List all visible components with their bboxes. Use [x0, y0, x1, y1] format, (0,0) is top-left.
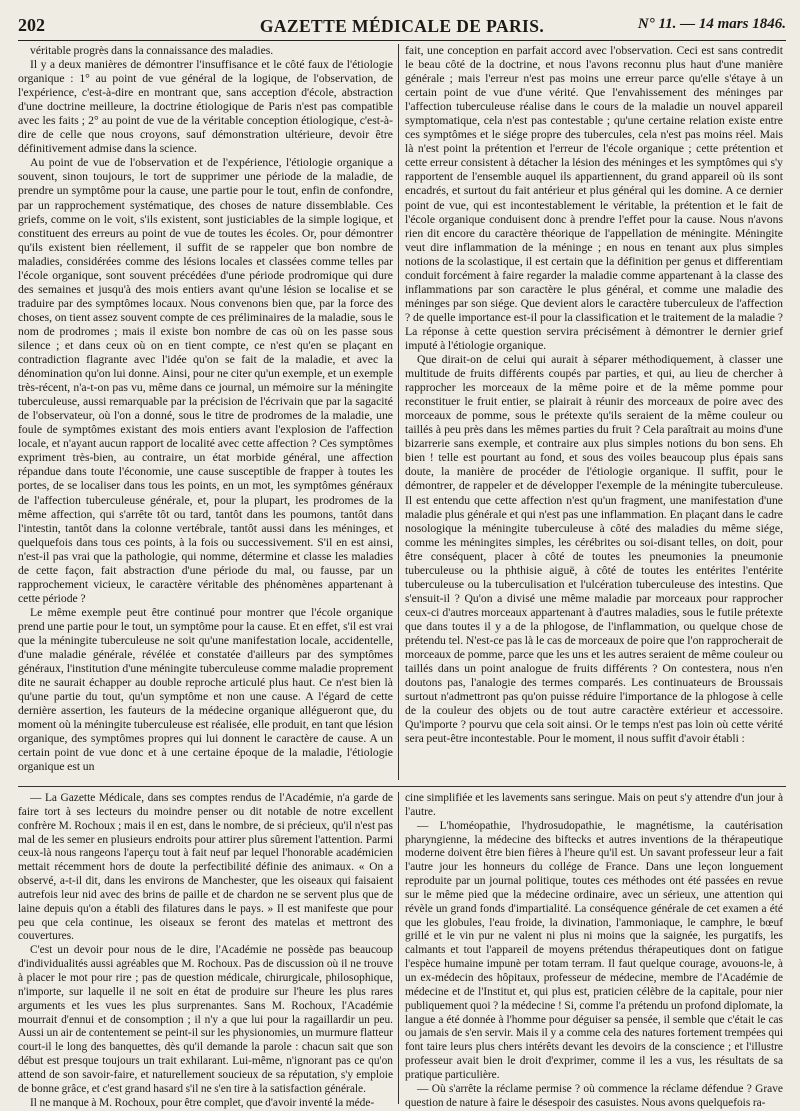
- article-column-left: [18, 44, 393, 782]
- page-number: 202: [18, 15, 45, 35]
- paragraph: C'est un devoir pour nous de le dire, l'Académie ne possède pas beaucoup d'individualités aussi agréables que M. Rochoux. Pas de discussion où il ne trouve à placer le mot pour rire ; pas de question médicale, chirurgicale, philosophique, n'importe, sur laquelle il ne soit en état de produire sur l'heure les plus rares arguments et les vues les plus surprenantes. Sans M. Rochoux, l'Académie mourrait d'ennui et de consomption ; il n'y a que lui pour la ragaillardir un peu. Aussi un air de contentement se peint-il sur les physionomies, un murmure flatteur court-il le long des banquettes, dès qu'il demande la parole : chacun sait que son début est presque toujours un trait exhilarant. Lui-même, n'ignorant pas ce qu'on attend de son savoir-faire, et naturellement soucieux de sa réputation, s'y emploie de bonne grâce, et c'est grand hasard s'il ne s'en tire à la satisfaction générale.: [18, 944, 393, 1095]
- paragraph: cine simplifiée et les lavements sans seringue. Mais on peut s'y attendre d'un jour à l'autre.: [405, 792, 783, 818]
- paragraph: Il y a deux manières de démontrer l'insuffisance et le côté faux de l'étiologie organique : 1° au point de vue général de la logique, de l'observation, de l'expérience, c'est-à-dire en montrant que, sans acception d'école, abstraction d'une doctrine meilleure, la doctrine étiologique de Paris n'est pas compatible avec les faits ; 2° au point de vue de la véritable conception étiologique, c'est-à-dire de celle que nous croyons, sauf démonstration ultérieure, devoir être définitivement admise dans la science.: [18, 58, 393, 156]
- paragraph: Que dirait-on de celui qui aurait à séparer méthodiquement, à classer une multitude de fruits différents coupés par parties, et qui, au lieu de chercher à rapprocher les morceaux de la même poire et de la même pomme pour reconstituer le fruit entier, se plairait à réunir des morceaux de poire avec des morceaux de pomme, sous le prétexte qu'ils seraient de la même couleur ou taillés à peu près dans les mêmes parties du fruit ? Cela paraîtrait au moins d'une bizarrerie sans exemple, et contraire aux plus simples notions du bon sens. Eh bien ! telle est pourtant au fond, et sous des voiles beaucoup plus épais sans doute, la manière de procéder de l'étiologie organique. Il suffit, pour le démontrer, de rappeler et de développer l'exemple de la méningite tuberculeuse. Il est entendu que cette affection n'est qu'un fragment, une manifestation d'une maladie plus générale et qui n'est pas une inflammation. En plaçant dans le cadre nosologique la méningite tuberculeuse à côté des maladies du même siége, comme les méningites simples, les cérébrites ou soi-disant telles, on doit, pour être conséquent, placer à côté de toutes les pneumonies la pneumonie tuberculeuse ou la phthisie aiguë, à côté de toutes les entérites l'entérite tuberculeuse ou la tuberculisation et l'ulcération tuberculeuse des intestins. Que s'ensuit-il ? Qu'on a divisé une même maladie par morceaux pour rapprocher ceux-ci d'autres morceaux appartenant à d'autres maladies, sous le futile prétexte que dans toutes il y a de la phlogose, de l'inflammation, ou quelque chose de prétendu tel. N'est-ce pas là le cas de morceaux de poire que l'on rapprocherait de morceaux de pomme, parce que les uns et les autres seraient de même couleur ou taillés dans un point analogue de fruits différents ? On contestera, nous n'en doutons pas, l'analogie des termes comparés. Les continuateurs de Broussais surtout n'admettront pas qu'on puisse réduire l'importance de la phlogose à celle de la couleur des objets ou de tout autre caractère extérieur et accessoire. Qu'importe ? pourvu que cela soit ainsi. Or le temps n'est pas loin où cette vérité sera peut-être incontestable. Pour le moment, il nous suffit d'avoir établi :: [405, 353, 783, 746]
- page-header: [18, 8, 786, 41]
- feuilleton-divider: [18, 786, 786, 787]
- journal-title: GAZETTE MÉDICALE DE PARIS.: [259, 16, 545, 36]
- paragraph: — La Gazette Médicale, dans ses comptes rendus de l'Académie, n'a garde de faire tort à ses lecteurs du moindre penser ou dit notable de notre excellent confrère M. Rochoux ; mais il en est, dans le nombre, de si précieux, qu'il n'est pas mal de les semer en plusieurs endroits pour attirer plus sûrement l'attention. Parmi ceux-là nous rangeons l'aperçu tout à fait neuf par lequel l'honorable académicien mettait récemment hors de doute la perfectibilité définie des animaux. « On a observé, a-t-il dit, dans les environs de Manchester, que les oiseaux qui faisaient autrefois leur nid avec des brins de paille et de chardon ne se servent plus que de laine depuis qu'on a établi des filatures dans le pays. » Il est manifeste que pour peu que cela continue, les oiseaux se feront des matelas et mettront des couvertures.: [18, 792, 393, 943]
- paragraph: Au point de vue de l'observation et de l'expérience, l'étiologie organique a souvent, sinon toujours, le tort de supprimer une période de la maladie, de prendre un symptôme pour la cause, une partie pour le tout, enfin de confondre, par un rapprochement systématique, des choses de nature dissemblable. Ces griefs, comme on le voit, s'ils existent, sont justiciables de la simple logique, et constituent des erreurs au point de vue de toutes les écoles. Or, pour démontrer qu'ils existent bien réellement, il suffit de se rappeler que bon nombre de maladies, considérées comme des lésions locales et classées comme telles par l'école organique, sont souvent précédées d'une période prodromique qui dure des semaines et jusqu'à des mois entiers avant qu'une lésion se localise et se traduire par des symptômes locaux. Nous convenons bien que, par la force des choses, on tient assez souvent compte de ces préliminaires de la maladie, sous le nom de prodromes ; mais il existe bon nombre de cas où on les passe sous silence ; et dans ceux où on en tient compte, ce n'est qu'en se plaçant en contradiction flagrante avec l'idée qu'on se fait de la maladie, et avec la dénomination qu'on lui donne. Ainsi, pour ne citer qu'un exemple, et un exemple très-récent, n'a-t-on pas vu, même dans ce journal, un mémoire sur la méningite tuberculeuse, aussi remarquable par la précision de l'écrivain que par la sagacité de l'observateur, où l'on a donné, sous le titre de prodromes de la maladie, une foule de symptômes existant des mois entiers avant l'explosion de l'affection locale, et n'ayant aucun rapport de localité avec cette affection ? Ces symptômes expriment très-bien, au contraire, un état morbide général, une affection répandue dans toute l'économie, une cause susceptible de frapper à toutes les portes, de se localiser dans tous les points, en un mot, les symptômes généraux de l'affection tuberculeuse générale, et, pour la plupart, les prodromes de la même affection, qui s'arrête tôt ou tard, tantôt dans les poumons, tantôt dans l'intestin, tantôt dans la colonne vertébrale, tantôt aussi dans les méninges, et quelquefois dans tous ces points, à la fois ou successivement. S'il en est ainsi, n'est-il pas vrai que la pathologie, qui nomme, détermine et classe les maladies de cette façon, fait abstraction d'une période du mal, ou fausse, par un rapprochement vicieux, le caractère véritable des phénomènes appartenant à cette période ?: [18, 156, 393, 605]
- paragraph: Le même exemple peut être continué pour montrer que l'école organique prend une partie pour le tout, un symptôme pour la cause. Et en effet, s'il est vrai que la méningite tuberculeuse ne soit qu'une manifestation locale, accidentelle, d'une maladie générale, révélée et constatée d'ailleurs par des symptômes généraux, l'institution d'une méningite tuberculeuse comme maladie proprement dite ne saurait échapper au double reproche articulé plus haut. Ce n'est bien là qu'une partie du tout, qu'un symptôme et non une cause. A l'égard de cette dernière assertion, les fauteurs de la médecine organique allégueront que, du moment où la méningite tuberculeuse est réalisée, elle produit, en tant que lésion organique, des symptômes propres qui lui donnent le caractère de cause. A un certain point de vue donc et à une certaine époque de la maladie, l'étiologie organique est un: [18, 605, 393, 774]
- column-rule: [398, 44, 399, 780]
- article-column-right: [405, 44, 783, 782]
- paragraph: véritable progrès dans la connaissance des maladies.: [30, 44, 274, 57]
- feuilleton-column-right: [405, 792, 783, 1109]
- paragraph: — Où s'arrête la réclame permise ? où commence la réclame défendue ? Grave question de nature à faire le désespoir des casuistes. Nous avons quelquefois ra-: [405, 1082, 783, 1109]
- paragraph: fait, une conception en parfait accord avec l'observation. Ceci est sans contredit le beau côté de la doctrine, et nous l'avons reconnu plus haut d'une manière générale ; mais l'erreur n'est pas moins une erreur parce qu'elle s'étaye à un certain point de vue d'une vérité. Que l'envahissement des méninges par l'affection tuberculeuse réalise dans le cours de la maladie un nouvel appareil symptomatique, cela n'est pas contestable ; qu'une certaine relation existe entre ces symptômes et le siége propre des tubercules, cela n'est pas moins réel. Mais là n'est point la prétention et l'erreur de l'école organique ; cette prétention et cette erreur consistent à détacher la lésion des méninges et les symptômes qui s'y rapportent de l'ensemble auquel ils appartiennent, du grand appareil où ils sont encadrés, et surtout du fait antérieur et plus général qui les domine. A ce dernier point de vue, qui est incontestablement le véritable, la prétention et le fait de l'école organique conduisent donc à prendre l'effet pour la cause. Nous n'avons rien dit encore du caractère théorique de l'appellation de méningite. Méningite veut dire inflammation de la méninge ; en nous en tenant aux plus simples notions de la scolastique, il est certain que la définition per genus et differentiam conduit forcément à faire regarder la maladie comme appartenant à la classe des inflammations par son caractère le plus général, et comme une maladie des méninges par son siége. Que devient alors le caractère tuberculeux de l'affection ? de quelle importance est-il pour la classification et le traitement de la maladie ? La réponse à cette question servira précisément à démontrer le dernier grief imputé à l'étiologie organique.: [405, 44, 783, 352]
- issue-info: N° 11. — 14 mars 1846.: [637, 16, 786, 32]
- paragraph: Il ne manque à M. Rochoux, pour être complet, que d'avoir inventé la méde-: [30, 1096, 375, 1109]
- feuilleton-column-left: [18, 792, 393, 1109]
- paragraph: — L'homéopathie, l'hydrosudopathie, le magnétisme, la cautérisation pharyngienne, la médecine des biftecks et autres inventions de la thérapeutique moderne doivent être bien fières à l'heure qu'il est. Un savant professeur leur a fait l'autre jour les honneurs du collége de France. Dans une leçon longuement reproduite par un journal politique, toutes ces méthodes ont été passées en revue sur le même pied que la médecine ordinaire, avec un sérieux, une attention qui révèle un grand fonds d'impartialité. La conséquence générale de cet examen a été que les globules, l'eau froide, la divination, l'ammoniaque, le camphre, le bœuf grillé et le vin pur ne valent ni plus ni moins que la saignée, les purgatifs, les calmants et tout l'appareil de moyens prétendus thérapeutiques dont on fatigue l'espèce humaine impunè per totam terram. Il faut quelque courage, avouons-le, à un ex-médecin des hôpitaux, professeur de médecine, membre de l'Académie de médecine et de l'Institut et, qui plus est, praticien célèbre de la capitale, pour nier publiquement quoi ? la médecine ! Si, comme l'a prétendu un profond diplomate, la langue a été donnée à l'homme pour déguiser sa pensée, il semble que c'était le cas ou jamais de s'en servir. Mais il y a comme cela des natures fortement trempées qui font taire leurs plus chers intérêts devant les devoirs de la conscience ; et l'illustre professeur avait bien le droit d'exprimer, comme il les a vus, les résultats de sa pratique particulière.: [405, 819, 783, 1081]
- column-rule: [398, 792, 399, 1104]
